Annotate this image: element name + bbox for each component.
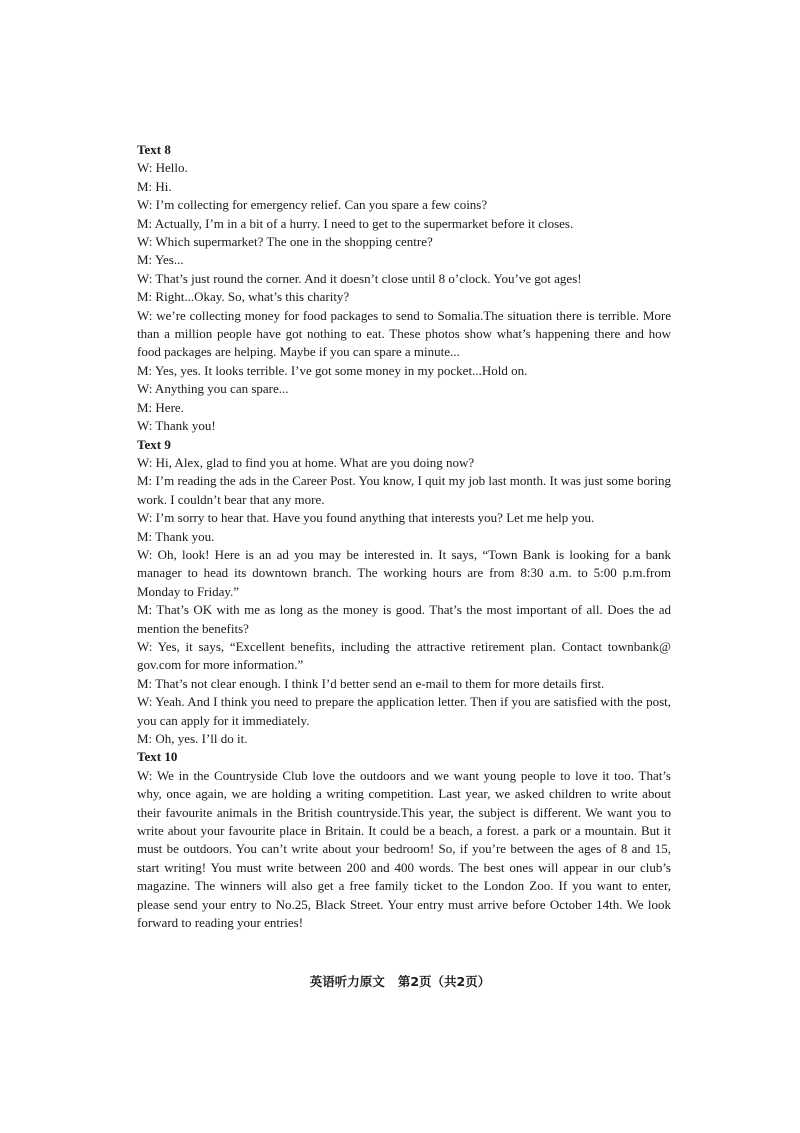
dialogue-line: W: Which supermarket? The one in the shopping centre? xyxy=(137,234,433,250)
dialogue-line: W: Thank you! xyxy=(137,418,216,434)
dialogue-line: W: That’s just round the corner. And it doesn’t close until 8 o’clock. You’ve got ages! xyxy=(137,270,582,286)
dialogue-line: M: Yes, yes. It looks terrible. I’ve got some money in my pocket...Hold on. xyxy=(137,362,528,378)
section-text-9 xyxy=(137,436,671,749)
dialogue-line: M: Right...Okay. So, what’s this charity? xyxy=(137,289,350,305)
dialogue-line: W: I’m collecting for emergency relief. Can you spare a few coins? xyxy=(137,197,488,213)
dialogue-line: M: That’s OK with me as long as the money is good. That’s the most important of all. Does the ad mention the benefits? xyxy=(137,602,671,636)
section-heading: Text 9 xyxy=(137,436,171,452)
dialogue-line: W: Yes, it says, “Excellent benefits, including the attractive retirement plan. Contact townbank@ gov.com for more information.” xyxy=(137,638,671,673)
dialogue-line: M: Yes... xyxy=(137,252,184,268)
page-footer xyxy=(0,972,800,990)
dialogue-line: M: Thank you. xyxy=(137,528,215,544)
dialogue-line: M: Oh, yes. I’ll do it. xyxy=(137,731,248,746)
footer-page-number: 第2页（共2页） xyxy=(397,974,491,989)
dialogue-line: W: Hello. xyxy=(137,160,188,176)
section-text-10 xyxy=(137,748,671,932)
dialogue-line: W: Yeah. And I think you need to prepare the application letter. Then if you are satisfied with the post, you can apply for it immediately. xyxy=(137,694,671,728)
document-body xyxy=(137,141,671,932)
section-heading: Text 8 xyxy=(137,142,171,157)
dialogue-line: M: Hi. xyxy=(137,178,172,194)
section-text-8 xyxy=(137,141,671,436)
monologue-paragraph: W: We in the Countryside Club love the outdoors and we want young people to love it too. That’s why, once again, we are holding a writing competition. Last year, we asked children to write about their favourite animals in the British countryside.This year, the subject is different. We want you to write about your favourite place in Britain. It could be a beach, a forest. a park or a mountain. But it must be outdoors. You can’t write about your bedroom! So, if you’re between the ages of 8 and 15, start writing! You must write between 200 and 400 words. The best ones will appear in our club’s magazine. The winners will also get a free family ticket to the London Zoo. If you want to enter, please send your entry to No.25, Black Street. Your entry must arrive before October 14th. We look forward to reading your entries! xyxy=(137,767,671,931)
dialogue-line: M: I’m reading the ads in the Career Post. You know, I quit my job last month. It was just some boring work. I couldn’t bear that any more. xyxy=(137,473,671,507)
footer-title: 英语听力原文 xyxy=(309,974,385,989)
dialogue-line: M: Here. xyxy=(137,399,184,415)
section-heading: Text 10 xyxy=(137,749,178,765)
dialogue-line: W: Hi, Alex, glad to find you at home. What are you doing now? xyxy=(137,454,475,470)
dialogue-line: W: I’m sorry to hear that. Have you found anything that interests you? Let me help you. xyxy=(137,510,595,526)
dialogue-line: M: That’s not clear enough. I think I’d better send an e-mail to them for more details first. xyxy=(137,675,605,691)
dialogue-line: W: Oh, look! Here is an ad you may be interested in. It says, “Town Bank is looking for a bank manager to head its downtown branch. The working hours are from 8:30 a.m. to 5:00 p.m.from Monday to Friday.” xyxy=(137,546,671,599)
dialogue-line: W: we’re collecting money for food packages to send to Somalia.The situation there is terrible. More than a million people have got nothing to eat. These photos show what’s happening there and how food packages are helping. Maybe if you can spare a minute... xyxy=(137,307,671,360)
dialogue-line: W: Anything you can spare... xyxy=(137,381,289,397)
dialogue-line: M: Actually, I’m in a bit of a hurry. I need to get to the supermarket before it closes. xyxy=(137,215,574,231)
